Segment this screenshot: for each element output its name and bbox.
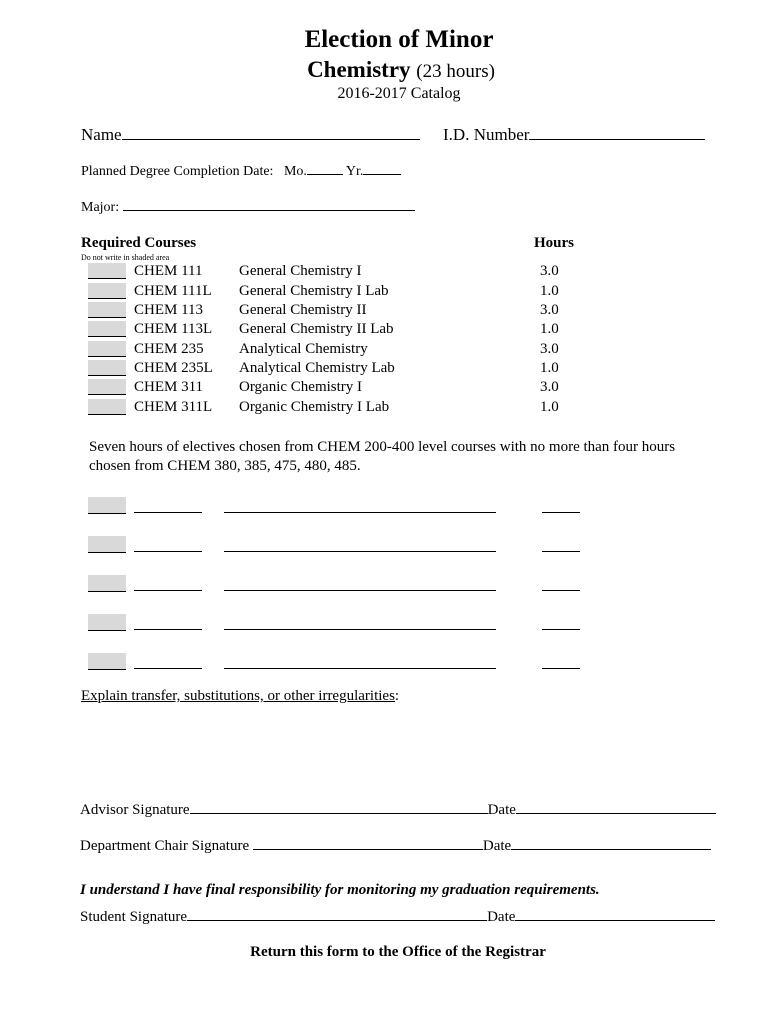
elective-course-number-line[interactable] [134,551,202,552]
course-code: CHEM 113L [134,321,213,337]
required-courses-heading: Required Courses [81,235,197,251]
office-use-box [88,283,126,299]
chair-date-line[interactable] [511,849,711,850]
course-title: General Chemistry II [239,302,367,318]
course-hours: 1.0 [540,321,559,337]
hours-heading: Hours [534,235,575,251]
elective-course-title-line[interactable] [224,590,496,591]
major-line[interactable] [123,210,415,211]
course-hours: 1.0 [540,360,559,376]
office-use-box [88,653,126,670]
date-label: Date [482,838,512,854]
year-line[interactable] [363,174,401,175]
course-code: CHEM 111 [134,263,203,279]
elective-course-title-line[interactable] [224,512,496,513]
course-code: CHEM 111L [134,283,212,299]
office-use-box [88,263,126,279]
elective-course-title-line[interactable] [224,551,496,552]
responsibility-statement: I understand I have final responsibility for monitoring my graduation requirements. [80,882,600,898]
course-hours: 3.0 [540,341,559,357]
course-hours: 3.0 [540,379,559,395]
elective-course-title-line[interactable] [224,629,496,630]
chair-signature-row [80,838,711,855]
course-title: Organic Chemistry I Lab [239,399,390,415]
student-date-line[interactable] [515,920,715,921]
student-signature-row [80,909,715,926]
date-label: Date [487,909,516,925]
course-hours: 3.0 [540,263,559,279]
electives-instructions [89,438,709,476]
minor-subject: Chemistry [307,57,411,82]
elective-hours-line[interactable] [542,668,580,669]
irregularities-colon: : [394,688,400,704]
course-code: CHEM 113 [134,302,204,318]
elective-hours-line[interactable] [542,512,580,513]
advisor-signature-line[interactable] [190,813,488,814]
elective-hours-line[interactable] [542,590,580,591]
office-use-box [88,360,126,376]
course-code: CHEM 235 [134,341,204,357]
advisor-signature-row [80,802,716,819]
month-label: Mo. [283,164,307,179]
student-signature-line[interactable] [187,920,487,921]
chair-signature-label: Department Chair Signature [80,838,250,854]
office-use-box [88,497,126,514]
form-title: Election of Minor [304,26,494,53]
course-title: General Chemistry II Lab [239,321,394,337]
course-hours: 3.0 [540,302,559,318]
irregularities-label: Explain transfer, substitutions, or other irregularities [81,688,395,704]
course-title: Analytical Chemistry [239,341,368,357]
course-code: CHEM 235L [134,360,213,376]
date-label: Date [487,802,516,818]
catalog-year: 2016-2017 Catalog [337,85,461,102]
id-number-label: I.D. Number [443,125,530,144]
office-use-box [88,302,126,318]
advisor-date-line[interactable] [516,813,716,814]
chair-signature-line[interactable] [253,849,483,850]
name-field[interactable] [81,125,420,145]
course-title: General Chemistry I [239,263,362,279]
elective-entry-row [88,653,588,671]
office-use-box [88,321,126,337]
form-subtitle [0,57,770,83]
name-label: Name [81,125,122,144]
elective-entry-row [88,536,588,554]
elective-course-number-line[interactable] [134,590,202,591]
office-use-box [88,614,126,631]
office-use-box [88,341,126,357]
elective-hours-line[interactable] [542,551,580,552]
student-signature-label: Student Signature [80,909,188,925]
electives-text-line: Seven hours of electives chosen from CHEM 200-400 level courses with no more than four hours [89,439,676,455]
completion-date-label: Planned Degree Completion Date: [81,164,274,179]
elective-course-number-line[interactable] [134,668,202,669]
course-title: General Chemistry I Lab [239,283,389,299]
elective-hours-line[interactable] [542,629,580,630]
office-use-box [88,575,126,592]
id-number-line[interactable] [529,139,705,140]
office-use-box [88,399,126,415]
year-label: Yr. [345,164,364,179]
course-title: Organic Chemistry I [239,379,363,395]
electives-text-line: chosen from CHEM 380, 385, 475, 480, 485. [89,458,361,474]
name-line[interactable] [122,139,420,140]
elective-course-number-line[interactable] [134,512,202,513]
elective-entry-row [88,497,588,515]
course-title: Analytical Chemistry Lab [239,360,395,376]
course-code: CHEM 311 [134,379,204,395]
completion-date-field [81,164,401,180]
month-line[interactable] [307,174,343,175]
course-code: CHEM 311L [134,399,213,415]
major-label: Major: [81,200,120,215]
advisor-signature-label: Advisor Signature [80,802,190,818]
minor-hours: (23 hours) [416,61,495,82]
irregularities-field [81,688,399,705]
course-hours: 1.0 [540,283,559,299]
elective-course-title-line[interactable] [224,668,496,669]
elective-entry-row [88,614,588,632]
return-instructions: Return this form to the Office of the Registrar [250,944,546,960]
shaded-area-note: Do not write in shaded area [81,253,170,262]
office-use-box [88,536,126,553]
major-field [81,200,415,216]
id-number-field[interactable] [443,125,705,145]
elective-course-number-line[interactable] [134,629,202,630]
office-use-box [88,379,126,395]
course-hours: 1.0 [540,399,559,415]
elective-entry-row [88,575,588,593]
